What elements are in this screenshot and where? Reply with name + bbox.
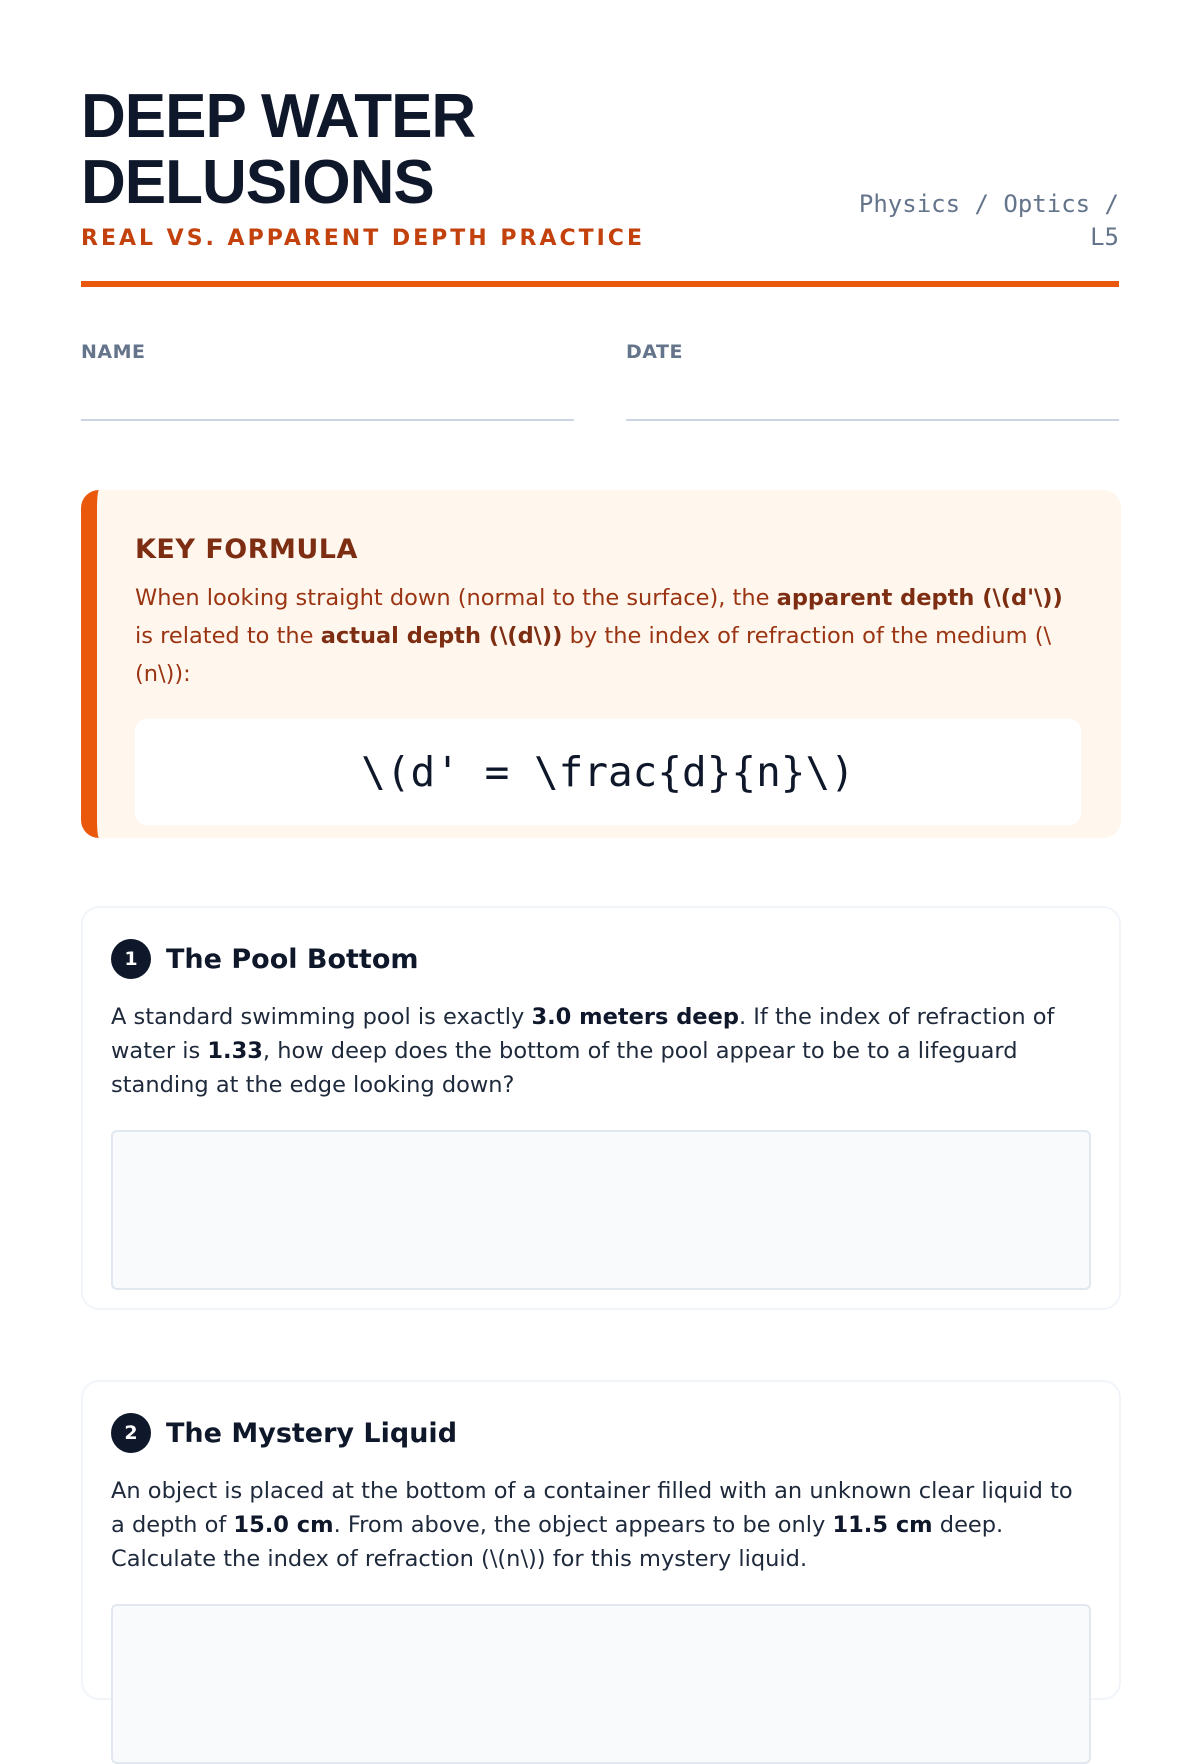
question-text [111, 1474, 1091, 1576]
question-number-badge: 2 [111, 1413, 151, 1453]
question-text-part: A standard swimming pool is exactly [111, 1004, 532, 1030]
question-number-badge: 1 [111, 939, 151, 979]
page-subtitle: REAL VS. APPARENT DEPTH PRACTICE [81, 226, 645, 251]
question-text-part: An object is placed at the bottom of a container filled with an unknown clear liquid to a depth of [111, 1478, 1073, 1538]
key-formula-text [135, 579, 1081, 693]
date-field[interactable] [626, 341, 1119, 421]
question-value-index: 1.33 [207, 1038, 263, 1064]
question-text-part: . If the index of refraction of water is [111, 1004, 1055, 1064]
question-header [111, 938, 1091, 980]
question-header [111, 1412, 1091, 1454]
title-line-1: DEEP WATER [81, 82, 476, 151]
question-text-part: . From above, the object appears to be only [333, 1512, 833, 1538]
question-value-actual-depth: 15.0 cm [233, 1512, 334, 1538]
page-title [81, 84, 475, 216]
actual-depth-term: actual depth (\(d\)) [320, 623, 563, 649]
question-text-part: deep. Calculate the index of refraction (\(n\)) for this mystery liquid. [111, 1512, 1004, 1572]
key-formula-heading: KEY FORMULA [135, 534, 358, 565]
formula-text-part-3: by the index of refraction of the medium (\(n\)): [135, 623, 1052, 687]
question-text-part: , how deep does the bottom of the pool appear to be to a lifeguard standing at the edge looking down? [111, 1038, 1018, 1098]
question-value-apparent-depth: 11.5 cm [832, 1512, 933, 1538]
worksheet-header [81, 0, 1119, 287]
name-label: NAME [81, 341, 146, 363]
question-card-1 [81, 906, 1121, 1310]
question-value-depth: 3.0 meters deep [531, 1004, 739, 1030]
formula-display: \(d' = \frac{d}{n}\) [135, 719, 1081, 825]
question-card-2 [81, 1380, 1121, 1700]
name-field[interactable] [81, 341, 574, 421]
title-line-2: DELUSIONS [81, 148, 434, 217]
date-label: DATE [626, 341, 683, 363]
key-formula-box [81, 490, 1121, 838]
student-info-fields [81, 287, 1119, 422]
question-title: The Pool Bottom [166, 943, 419, 975]
answer-box[interactable] [111, 1130, 1091, 1290]
answer-box[interactable] [111, 1604, 1091, 1764]
formula-text-part-2: is related to the [135, 623, 321, 649]
question-text [111, 1000, 1091, 1102]
formula-text-part-1: When looking straight down (normal to the surface), the [135, 585, 777, 611]
question-title: The Mystery Liquid [166, 1417, 458, 1449]
apparent-depth-term: apparent depth (\(d'\)) [776, 585, 1063, 611]
course-tag: Physics / Optics / L5 [858, 190, 1119, 251]
